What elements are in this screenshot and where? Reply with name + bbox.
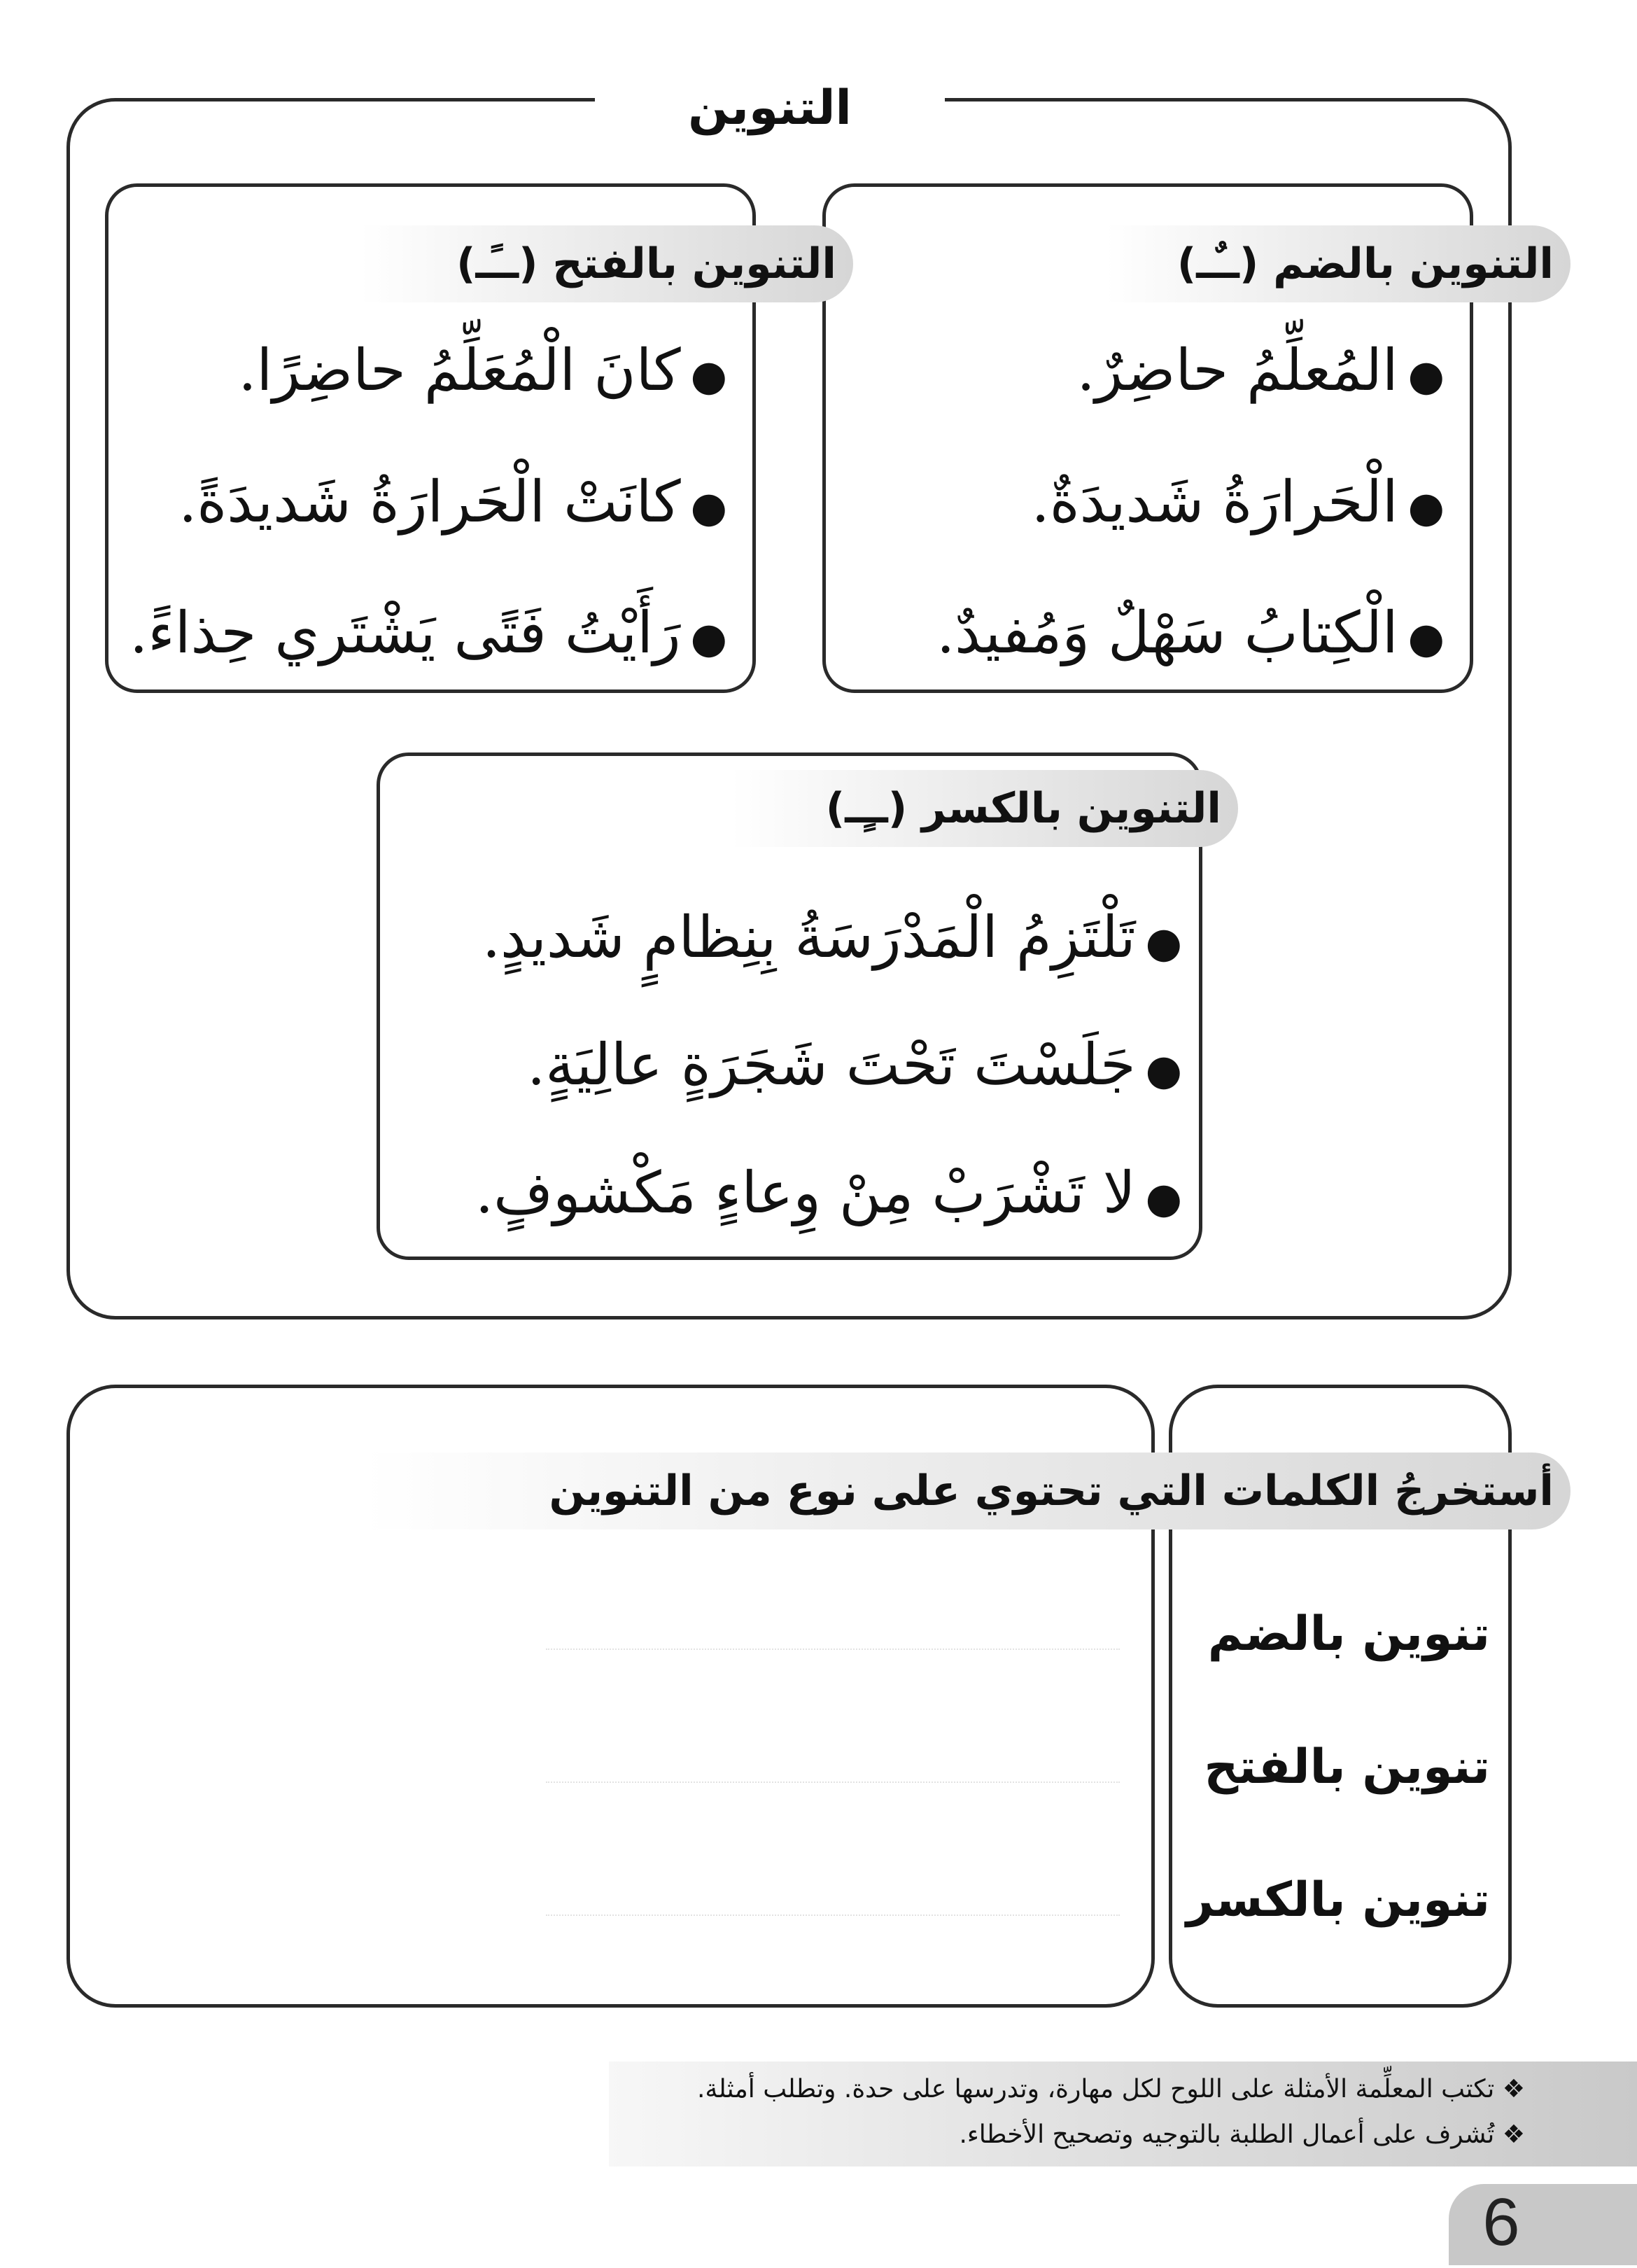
damma-sentence-2: ●الْحَرارَةُ شَديدَةٌ. [1031,469,1445,536]
bullet-icon: ● [1145,1174,1182,1223]
fatha-sentence-2: ●كانَتْ الْحَرارَةُ شَديدَةً. [178,469,727,536]
bullet-icon: ● [1407,483,1445,532]
label-damma: تنوين بالضم [1207,1606,1490,1662]
bullet-icon: ● [1407,351,1445,400]
fatha-sentence-1: ●كانَ الْمُعَلِّمُ حاضِرًا. [238,337,727,404]
page-number: 6 [1482,2185,1520,2260]
bullet-icon: ● [1407,614,1445,663]
kasra-sentence-3: ●لا تَشْرَبْ مِنْ وِعاءٍ مَكْشوفٍ. [475,1160,1182,1226]
bullet-icon: ● [1145,1046,1182,1095]
bullet-icon: ● [1145,918,1182,967]
answer-line-kasra[interactable] [546,1914,1120,1916]
label-kasra: تنوين بالكسر [1186,1872,1490,1928]
page-title: التنوين [595,70,945,147]
damma-sentence-3: ●الْكِتابُ سَهْلٌ وَمُفيدٌ. [936,600,1445,666]
bullet-icon: ● [690,351,727,400]
answer-line-damma[interactable] [546,1648,1120,1650]
teacher-note-1: ❖ تكتب المعلِّمة الأمثلة على اللوح لكل مهارة، وتدرسها على حدة. وتطلب أمثلة. [696,2075,1525,2104]
bullet-icon: ● [690,614,727,663]
kasra-sentence-2: ●جَلَسْتَ تَحْتَ شَجَرَةٍ عالِيَةٍ. [527,1032,1182,1098]
fatha-sentence-3: ●رَأَيْتُ فَتًى يَشْتَري حِذاءً. [129,600,727,666]
bullet-icon: ● [690,483,727,532]
label-fatha: تنوين بالفتح [1204,1740,1490,1795]
damma-heading: التنوين بالضم (ــٌـ) [1106,225,1571,302]
exercise-instruction: أستخرجُ الكلمات التي تحتوي على نوع من التنوين [364,1452,1571,1530]
fatha-heading: التنوين بالفتح (ــًـ) [360,225,853,302]
damma-sentence-1: ●المُعلِّمُ حاضِرٌ. [1076,337,1445,404]
teacher-note-2: ❖ تُشرف على أعمال الطلبة بالتوجيه وتصحيح الأخطاء. [959,2120,1525,2149]
answer-line-fatha[interactable] [546,1782,1120,1783]
kasra-heading: التنوين بالكسر (ــٍـ) [731,770,1238,847]
kasra-sentence-1: ●تَلْتَزِمُ الْمَدْرَسَةُ بِنِظامٍ شَديدٍ. [482,904,1182,971]
